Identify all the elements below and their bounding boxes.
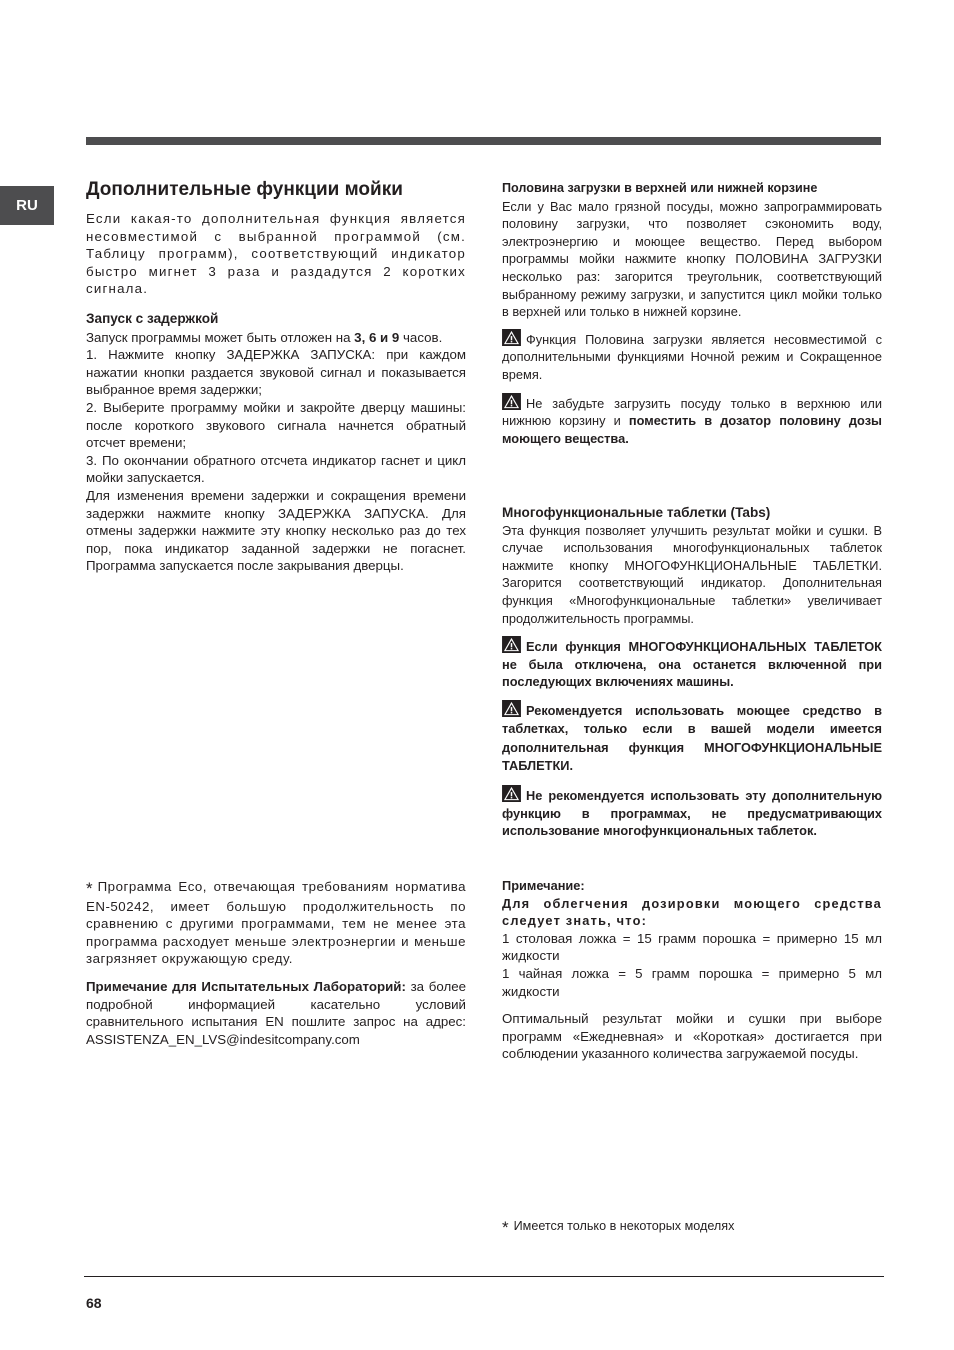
delay-section [86,310,466,575]
language-tab: RU [0,186,54,225]
warning-icon [502,785,521,802]
tabs-text: Эта функция позволяет улучшить результат мойки и сушки. В случае использования многофункциональных таблеток нажмите кнопку МНОГОФУНКЦИОНАЛЬНЫЕ ТАБЛЕТКИ. Загорится соответствующий индикатор. Дополнительная функция «Многофункциональные таблетки» увеличивает продолжительность программы. [502,522,882,626]
tabs-heading: Многофункциональные таблетки (Tabs) [502,505,771,520]
dosage-note-heading: Примечание: [502,878,585,893]
eco-note [86,878,466,968]
delay-hours: 3, 6 и 9 [354,329,400,345]
lab-note-body: за более подробной информацией касательно условий сравнительного испытания EN пошлите запрос на адрес: ASSISTENZA_EN_LVS@indesitcompany.com [86,979,466,1047]
warning-icon [502,700,521,717]
half-load-text: Если у Вас мало грязной посуды, можно запрограммировать половину загрузки, что позволяет сэкономить воду, электроэнергию и моющее вещество. Перед выбором программы мойки нажмите кнопку ПОЛОВИНА ЗАГРУЗКИ несколько раз: загорится треугольник, соответствующий выбранному режиму загрузки, и запустится цикл мойки только в верхней или только в нижней корзине. [502,198,882,320]
tabs-warning-3 [502,785,882,840]
eco-note-text [86,878,466,968]
tabs-warning-3-text: Не рекомендуется использовать эту дополнительную функцию в программах, не предусматривающих использование многофункциональных таблеток. [502,787,882,839]
half-load-warning-2-bold: поместить в дозатор половину дозы моющего вещества. [502,413,882,446]
dosage-line-2: 1 чайная ложка = 5 грамм порошка = примерно 5 мл жидкости [502,965,882,999]
delay-heading: Запуск с задержкой [86,311,219,326]
half-load-warning-2 [502,393,882,448]
asterisk-icon: * [86,879,93,898]
tabs-warning-1 [502,636,882,691]
half-load-warning-2-text: Не забудьте загрузить посуду только в верхнюю или нижнюю корзину и [502,395,882,429]
delay-step-2: 2. Выберите программу мойки и закройте дверцу машины: после короткого звукового сигнала начнется обратный отсчет времени; [86,399,466,451]
intro-paragraph [86,210,466,298]
asterisk-icon: * [502,1218,509,1237]
delay-intro-post: часов. [399,329,443,345]
bottom-divider [84,1276,884,1277]
delay-intro-line [86,329,466,347]
warning-icon [502,393,521,410]
lab-note [86,978,466,1048]
dosage-note [502,877,882,1063]
page-number: 68 [86,1295,102,1311]
half-load-heading: Половина загрузки в верхней или нижней корзине [502,181,818,195]
delay-intro-pre: Запуск программы может быть отложен на [86,329,355,345]
dosage-line-1: 1 столовая ложка = 15 грамм порошка = примерно 15 мл жидкости [502,930,882,964]
eco-note-body: Программа Eco, отвечающая требованиям норматива EN-50242, имеет большую продолжительность по сравнению с другими программами, тем не менее эта программа расходует меньше электроэнергии и меньше загрязняет окружающую среду. [86,879,466,967]
warning-icon [502,329,521,346]
delay-step-1: 1. Нажмите кнопку ЗАДЕРЖКА ЗАПУСКА: при каждом нажатии кнопки раздается звуковой сигнал и показывается выбранное время задержки; [86,347,466,398]
intro-text: Если какая-то дополнительная функция является несовместимой с выбранной программой (см. Таблицу программ), соответствующий индикатор быстро мигнет 3 раза и раздадутся 2 коротких сигнала. [86,211,466,297]
lab-note-text [86,978,466,1048]
tabs-warning-2 [502,700,882,776]
footnote-body: Имеется только в некоторых моделях [513,1219,735,1233]
warning-icon [502,636,521,653]
page-title: Дополнительные функции мойки [86,179,403,200]
half-load-section [502,180,882,447]
delay-step-3: 3. По окончании обратного отсчета индикатор гаснет и цикл мойки запускается. [86,452,466,486]
tabs-warning-2-text: Рекомендуется использовать моющее средство в таблетках, только если в вашей модели имеется дополнительная функция МНОГОФУНКЦИОНАЛЬНЫЕ ТАБЛЕТКИ. [502,702,882,774]
half-load-warning-1-text: Функция Половина загрузки является несовместимой с дополнительными функциями Ночной режим и Сокращенное время. [502,331,882,382]
footnote-text [502,1218,882,1237]
tabs-warning-1-text: Если функция МНОГОФУНКЦИОНАЛЬНЫХ ТАБЛЕТОК не была отключена, она останется включенной при последующих включениях машины. [502,639,882,690]
delay-change-text: Для изменения времени задержки и сокращения времени задержки нажмите кнопку ЗАДЕРЖКА ЗАПУСКА. Для отмены задержки нажмите эту кнопку несколько раз до тех пор, пока индикатор заданной задержки не погаснет. Программа запускается после закрывания дверцы. [86,487,466,574]
footnote [502,1218,882,1237]
half-load-warning-1 [502,329,882,384]
tabs-section [502,504,882,840]
dosage-optimal-text: Оптимальный результат мойки и сушки при выборе программ «Ежедневная» и «Короткая» достигается при соблюдении указанного количества загружаемой посуды. [502,1011,882,1062]
dosage-note-subheading: Для облегчения дозировки моющего средства следует знать, что: [502,895,882,929]
lab-note-label: Примечание для Испытательных Лабораторий: [86,979,406,994]
top-divider-bar [86,137,881,145]
